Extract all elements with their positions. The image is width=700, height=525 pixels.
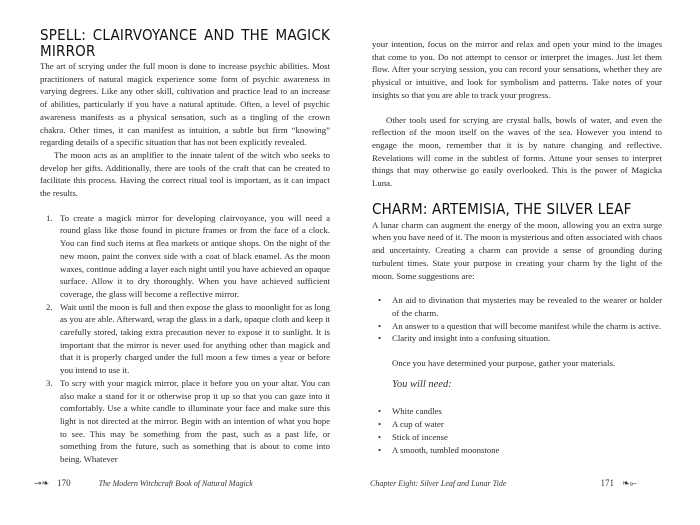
materials-list (372, 405, 662, 456)
right-ornament-icon: ❧⟜ (621, 479, 637, 489)
step-text: To scry with your magick mirror, place it before you on your altar. You can also make a stand for it or otherwise prop it up so that you can gaze into it comfortably. Use a white candle to illuminate your face and make sure this light is not directed at the mirror. Begin with an intention of what you hope to see. This may be something from the past, such as a past life, or something from the future, such as something that is about to come into being. Whatever (60, 377, 330, 465)
spell-step (40, 212, 330, 301)
spell-moon-paragraph: The moon acts as an amplifier to the innate talent of the witch who seeks to develop her gifts. Additionally, there are tools of the craft that can be created to facilitate this process. Having the correct ritual tool is important, as it can impact the results. (40, 149, 330, 199)
right-footer (370, 478, 637, 489)
suggestion-item: • Clarity and insight into a confusing situation. (372, 332, 662, 345)
suggestion-item: • An answer to a question that will become manifest while the charm is active. (372, 320, 662, 333)
right-running-title: Chapter Eight: Silver Leaf and Lunar Tide (370, 479, 507, 488)
material-item: • A cup of water (372, 418, 662, 431)
spell-heading: SPELL: CLAIRVOYANCE AND THE MAGICK MIRROR (40, 26, 330, 60)
charm-suggestions-list (372, 294, 662, 345)
gather-materials-paragraph: Once you have determined your purpose, gather your materials. (392, 358, 616, 369)
right-text-block (372, 38, 662, 456)
left-running-title: The Modern Witchcraft Book of Natural Magick (98, 479, 253, 488)
left-footer (34, 478, 253, 489)
scrying-tools-paragraph: Other tools used for scrying are crystal balls, bowls of water, and even the reflection of the moon itself on the waves of the sea. However you intend to engage the moon, remember that it is by nature changing and reflective. Revelations will come in the subtlest of forms. Attune your senses to interpret things that may otherwise go easily overlooked. This is the power of Magicka Luna. (372, 114, 662, 189)
scrying-continuation: your intention, focus on the mirror and relax and open your mind to the images that come to you. Do not attempt to censor or interpret the images. Just let them flow. After your scrying session, you can record your sensations, whether they are physical or intuitive, and look for symbolism and patterns. Take notes of your insights so that you are able to track your progress. (372, 39, 662, 100)
material-item: • Stick of incense (372, 431, 662, 444)
material-item: • White candles (372, 405, 662, 418)
step-number: 2. (46, 301, 53, 312)
step-number: 1. (46, 212, 53, 223)
step-text: To create a magick mirror for developing clairvoyance, you will need a round glass like those found in picture frames or from the face of a clock. You can find such items at flea markets or antique shops. On the night of the new moon, paint the convex side with a coat of black enamel. As the moon waxes, continue adding a layer each night until you have achieved an opaque surface. Allow it to dry thoroughly. When you have achieved sufficient coverage, the glass will become a reflective mirror. (60, 212, 330, 299)
material-item: • A smooth, tumbled moonstone (372, 444, 662, 457)
left-text-block (40, 27, 330, 466)
spell-steps-list (40, 212, 330, 466)
spell-step (40, 301, 330, 377)
left-page-number: 170 (57, 478, 71, 488)
step-text: Wait until the moon is full and then expose the glass to moonlight for as long as you are able. Afterward, wrap the glass in a dark, opaque cloth and keep it carefully stored, taking extra precaution never to expose it to sunlight. It is important that the mirror is never used for anything other than magick and that it is properly charged under the full moon a few times a year or before you intend to use it. (60, 301, 330, 376)
charm-heading: CHARM: ARTEMISIA, THE SILVER LEAF (372, 199, 632, 218)
charm-intro-paragraph: A lunar charm can augment the energy of the moon, allowing you an extra surge when you have need of it. The moon is mysterious and often associated with chaos and uncertainty. Creating a charm can provide a sense of grounding during turbulent times. State your purpose in creating your charm by the light of the moon. Some suggestions are: (372, 219, 662, 281)
spell-step (40, 377, 330, 466)
left-ornament-icon: ⊸❧ (34, 479, 50, 489)
right-page (350, 0, 700, 525)
you-will-need-subheading: You will need: (392, 378, 452, 390)
step-number: 3. (46, 377, 53, 388)
suggestion-item: • An aid to divination that mysteries may be revealed to the wearer or holder of the charm. (372, 294, 662, 319)
spell-intro-paragraph: The art of scrying under the full moon is done to increase psychic abilities. Most practitioners of natural magick experience some form of psychic awareness in varying degrees. Like any other skill, cultivation and practice lead to an increase of abilities, particularly if you have a natural aptitude. Often, a level of psychic awareness manifests as a physical sensation, such as a tingling of the crown chakra. Other times, it can manifest as intuition, a subtle but firm “knowing” regarding details of a specific situation that has not been explicitly revealed. (40, 61, 330, 148)
right-page-number: 171 (600, 478, 614, 488)
